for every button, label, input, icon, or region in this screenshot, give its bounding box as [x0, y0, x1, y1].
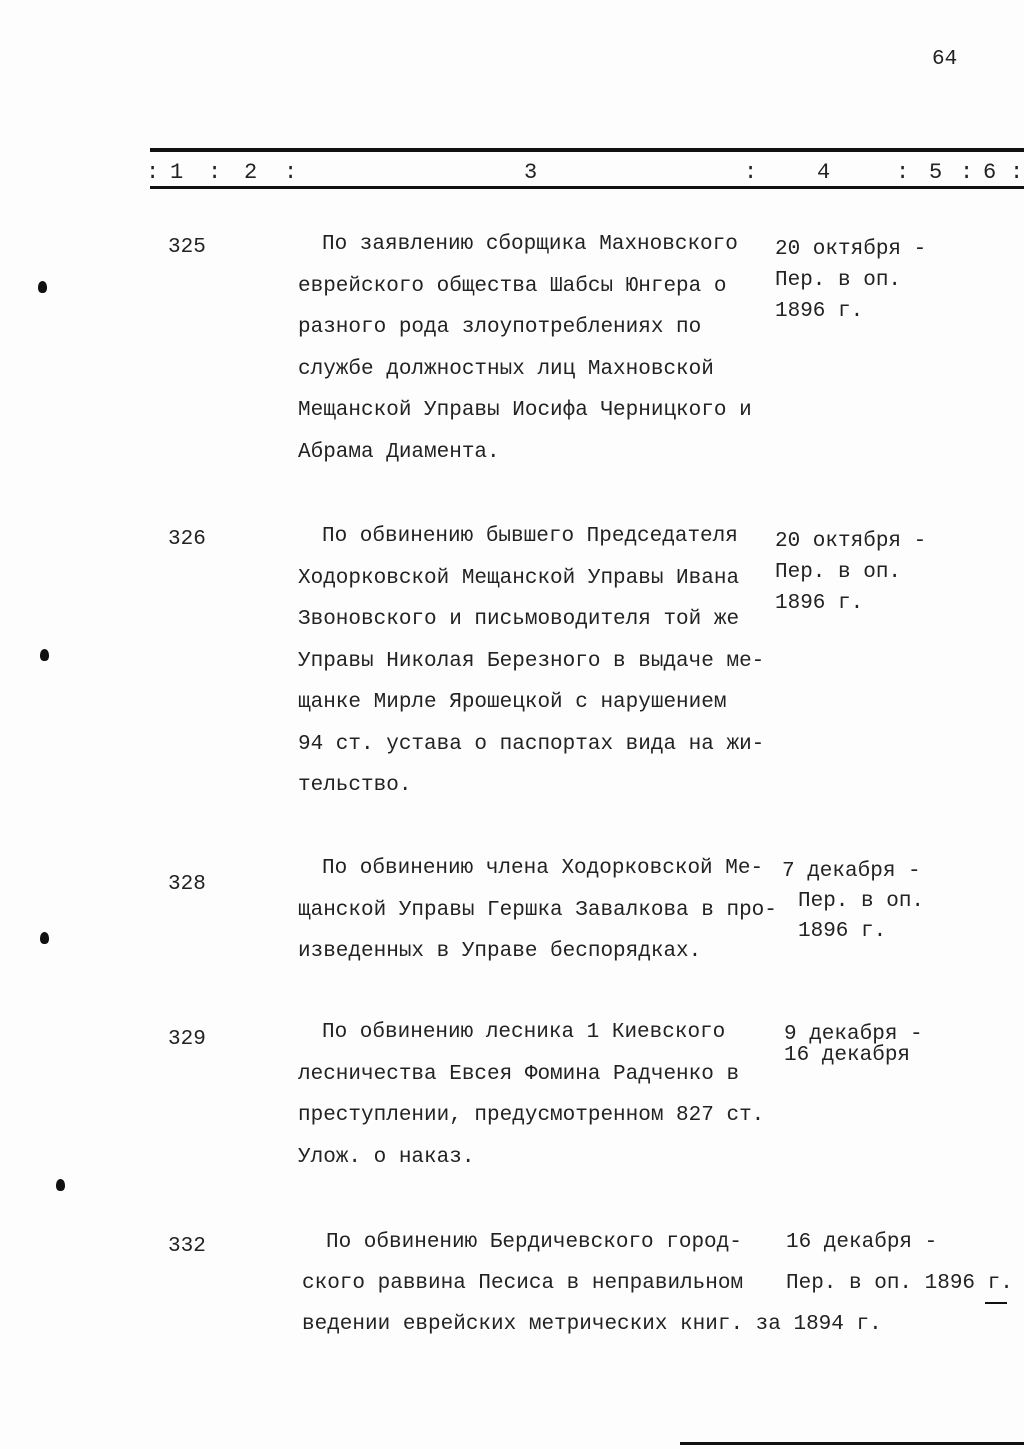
- date-line: 9 декабря -: [784, 1023, 923, 1046]
- date-line: Пер. в оп.: [775, 269, 902, 292]
- text-line: тельство.: [298, 774, 412, 797]
- text-line: щанской Управы Гершка Завалкова в про-: [298, 898, 777, 922]
- entry-number: 328: [168, 873, 206, 896]
- text-line: разного рода злоупотреблениях по: [298, 316, 702, 339]
- header-top-rule: [150, 148, 1024, 152]
- text-line: Ходорковской Мещанской Управы Ивана: [298, 566, 740, 590]
- text-line: Управы Николая Березного в выдаче ме-: [298, 649, 765, 673]
- entry-dates: [775, 526, 926, 619]
- date-line: 1896 г.: [775, 592, 864, 615]
- date-line: 20 октября -: [775, 530, 927, 553]
- date-line: Пер. в оп. 1896 г.: [786, 1272, 1013, 1295]
- text-line: По заявлению сборщика Махновского: [322, 233, 738, 256]
- text-line: По обвинению Бердичевского город-: [326, 1231, 742, 1254]
- date-line: 1896 г.: [798, 920, 887, 943]
- entry-description: [298, 1012, 764, 1178]
- header-col-5: 5: [929, 160, 943, 185]
- date-line: 1896 г.: [775, 300, 864, 323]
- text-line: ского раввина Песиса в неправильном: [302, 1272, 744, 1295]
- bottom-rule: [680, 1442, 1024, 1445]
- text-line: 94 ст. устава о паспортах вида на жи-: [298, 732, 765, 756]
- entry-dates: [775, 234, 926, 327]
- header-col-4: 4: [817, 160, 831, 185]
- header-sep: :: [960, 160, 974, 185]
- binding-hole-mark: [38, 281, 47, 293]
- header-sep: :: [896, 160, 910, 185]
- binding-hole-mark: [40, 649, 49, 661]
- header-sep: :: [1010, 160, 1024, 185]
- underline-mark: [985, 1302, 1007, 1304]
- text-line: По обвинению бывшего Председателя: [322, 525, 738, 548]
- header-col-6: 6: [983, 160, 997, 185]
- entry-description: [298, 848, 777, 973]
- header-sep: :: [146, 160, 160, 185]
- text-line: преступлении, предусмотренном 827 ст.: [298, 1104, 765, 1127]
- header-sep: :: [744, 160, 758, 185]
- header-sep: :: [284, 160, 298, 185]
- entry-description: [298, 516, 764, 807]
- text-line: Звоновского и письмоводителя той же: [298, 608, 740, 631]
- entry-description: [298, 224, 752, 473]
- header-bottom-rule: [150, 186, 1024, 189]
- text-line: щанке Мирле Ярошецкой с нарушением: [298, 691, 727, 714]
- text-line: изведенных в Управе беспорядках.: [298, 940, 702, 963]
- text-line: По обвинению лесника 1 Киевского: [322, 1021, 726, 1044]
- date-line: 7 декабря -: [782, 860, 921, 883]
- entry-number: 329: [168, 1028, 206, 1051]
- header-col-1: 1: [170, 160, 184, 185]
- text-line: По обвинению члена Ходорковской Ме-: [322, 857, 764, 880]
- header-col-3: 3: [524, 160, 538, 185]
- entry-number: 325: [168, 236, 206, 259]
- date-line: Пер. в оп.: [775, 561, 902, 584]
- entry-dates: [786, 1222, 1013, 1304]
- entry-number: 332: [168, 1235, 206, 1258]
- date-line: 20 октября -: [775, 238, 927, 261]
- text-line: Абрама Диамента.: [298, 440, 500, 464]
- text-line: ведении еврейских метрических книг. за 1894 г.: [302, 1313, 882, 1336]
- entry-number: 326: [168, 528, 206, 551]
- header-col-2: 2: [244, 160, 258, 185]
- text-line: службе должностных лиц Махновской: [298, 357, 714, 381]
- text-line: лесничества Евсея Фомина Радченко в: [298, 1062, 740, 1086]
- text-line: еврейского общества Шабсы Юнгера о: [298, 274, 727, 298]
- header-sep: :: [208, 160, 222, 185]
- date-line: 16 декабря: [784, 1044, 911, 1067]
- binding-hole-mark: [40, 932, 49, 944]
- binding-hole-mark: [56, 1179, 65, 1191]
- text-line: Мещанской Управы Иосифа Черницкого и: [298, 399, 752, 422]
- page-number: 64: [932, 48, 958, 71]
- date-line: 16 декабря -: [786, 1231, 938, 1254]
- entry-dates: [784, 1024, 923, 1066]
- text-line: Улож. о наказ.: [298, 1145, 475, 1169]
- entry-dates: [782, 857, 924, 947]
- date-line: Пер. в оп.: [798, 890, 925, 913]
